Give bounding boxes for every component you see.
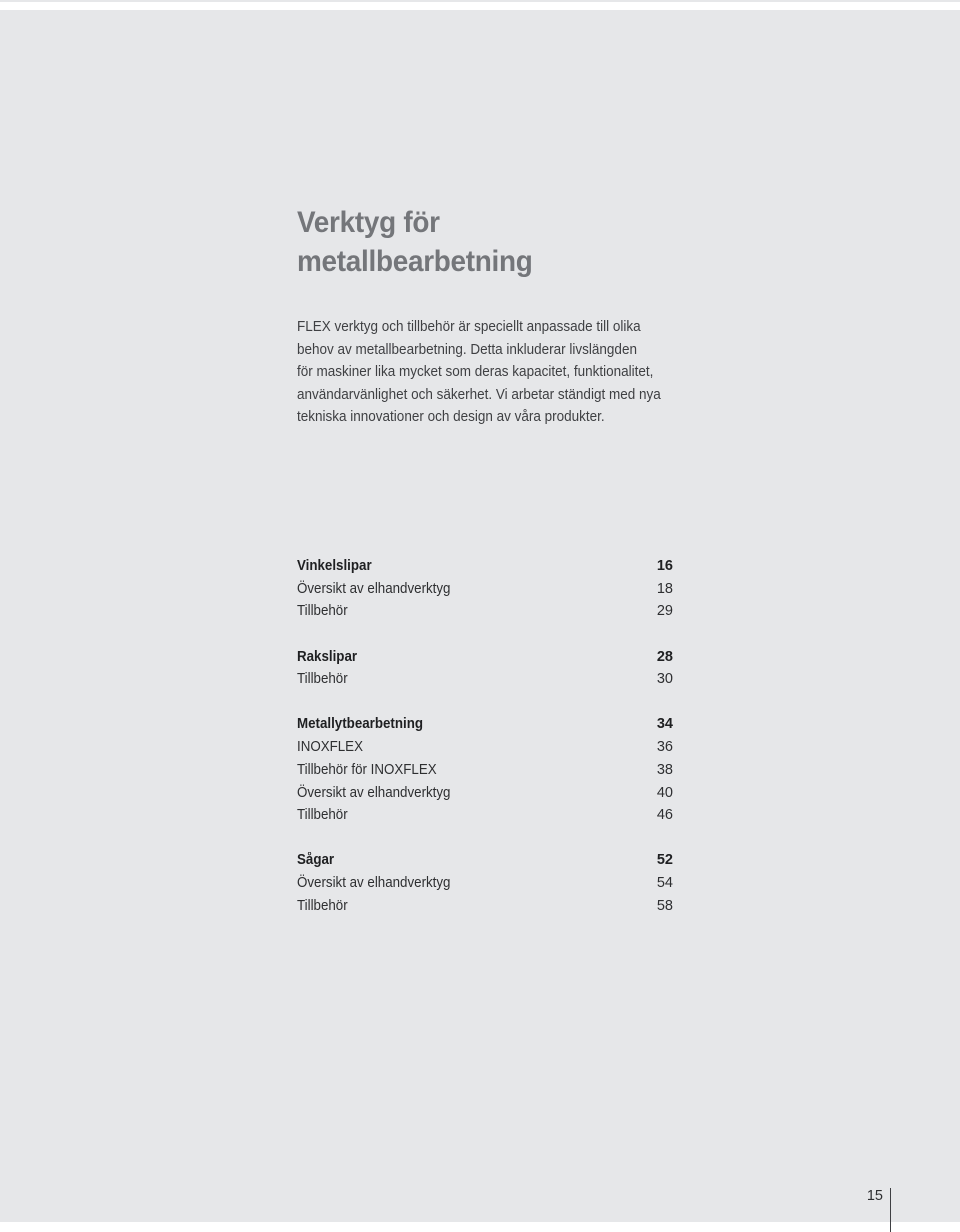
intro-line: användarvänlighet och säkerhet. Vi arbetar ständigt med nya — [297, 385, 661, 403]
toc-item-page: 46 — [656, 807, 673, 824]
table-of-contents — [297, 555, 673, 940]
intro-line: behov av metallbearbetning. Detta inkluderar livslängden — [297, 340, 637, 358]
toc-item[interactable] — [297, 578, 673, 601]
toc-item[interactable] — [297, 736, 673, 759]
document-page — [0, 10, 960, 1222]
toc-item[interactable] — [297, 600, 673, 623]
toc-item-page: 30 — [656, 671, 673, 688]
title-line-1: Verktyg för — [297, 206, 440, 239]
toc-heading[interactable] — [297, 713, 673, 736]
toc-item-page: 36 — [656, 739, 673, 756]
toc-item[interactable] — [297, 782, 673, 805]
toc-heading-page: 28 — [656, 648, 673, 665]
page-title — [297, 203, 533, 281]
intro-line: för maskiner lika mycket som deras kapacitet, funktionalitet, — [297, 363, 654, 381]
toc-item-label: Översikt av elhandverktyg — [297, 875, 451, 892]
toc-item[interactable] — [297, 804, 673, 827]
title-line-2: metallbearbetning — [297, 245, 533, 278]
top-edge — [0, 0, 960, 2]
toc-item[interactable] — [297, 668, 673, 691]
toc-item-label: Tillbehör — [297, 671, 348, 688]
toc-item-label: Tillbehör — [297, 603, 348, 620]
toc-heading-label: Metallytbearbetning — [297, 716, 424, 733]
toc-heading-label: Vinkelslipar — [297, 558, 372, 574]
toc-heading-page: 16 — [656, 558, 673, 574]
toc-heading[interactable] — [297, 646, 673, 669]
intro-paragraph — [297, 316, 697, 429]
toc-item[interactable] — [297, 759, 673, 782]
toc-group-vinkelslipar — [297, 555, 673, 623]
page-number: 15 — [866, 1188, 883, 1204]
intro-line: FLEX verktyg och tillbehör är speciellt anpassade till olika — [297, 318, 641, 335]
toc-item-label: Tillbehör — [297, 897, 348, 914]
page-number-rule — [890, 1188, 891, 1232]
toc-item-label: Översikt av elhandverktyg — [297, 784, 451, 801]
toc-heading[interactable] — [297, 849, 673, 872]
toc-group-metallytbearbetning — [297, 713, 673, 826]
toc-item-page: 29 — [656, 603, 673, 620]
toc-item[interactable] — [297, 895, 673, 918]
toc-item-page: 38 — [656, 761, 673, 778]
toc-item[interactable] — [297, 872, 673, 895]
toc-group-sagar — [297, 849, 673, 917]
toc-heading-label: Rakslipar — [297, 648, 358, 665]
toc-heading-page: 34 — [656, 716, 673, 733]
toc-item-label: Översikt av elhandverktyg — [297, 580, 451, 597]
toc-item-label: Tillbehör för INOXFLEX — [297, 761, 437, 778]
toc-item-page: 40 — [656, 784, 673, 801]
toc-group-rakslipar — [297, 646, 673, 691]
toc-item-page: 54 — [656, 875, 673, 892]
toc-item-label: INOXFLEX — [297, 739, 363, 756]
toc-heading[interactable] — [297, 555, 673, 578]
intro-line: tekniska innovationer och design av våra produkter. — [297, 408, 605, 426]
toc-item-label: Tillbehör — [297, 807, 348, 824]
toc-item-page: 58 — [656, 897, 673, 914]
toc-heading-label: Sågar — [297, 852, 335, 869]
toc-item-page: 18 — [656, 580, 673, 597]
toc-heading-page: 52 — [656, 852, 673, 869]
